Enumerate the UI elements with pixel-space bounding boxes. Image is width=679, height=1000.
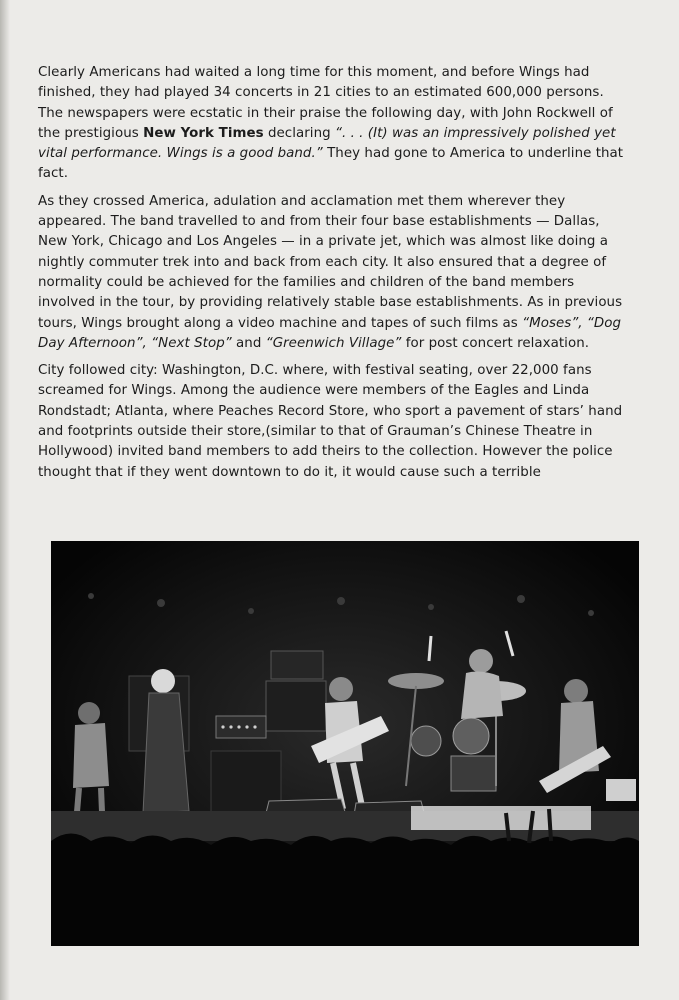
paragraph-2 (38, 192, 630, 354)
p2-seg-1: As they crossed America, adulation and acclamation met them wherever they appeared. The band travelled to and from their four base establishments — Dallas, New York, Chicago and Los Angeles — in a private jet, which was almost like doing a nightly commuter trek into and back from each city. It also ensured that a degree of normality could be achieved for the families and children of the band members involved in the tour, by providing relatively stable base establishments. As in previous tours, Wings brought along a video machine and tapes of such films as (38, 193, 623, 331)
film-titles: “Moses”, “Dog Day Afternoon”, “Next Stop” (38, 315, 622, 351)
concert-photo (51, 541, 639, 946)
p3-seg-1: City followed city: Washington, D.C. where, with festival seating, over 22,000 fans screamed for Wings. Among the audience were members of the Eagles and Linda Rondstadt; Atlanta, where Peaches Record Store, who sport a pavement of stars’ hand and footprints outside their store,(similar to that of Grauman’s Chinese Theatre in Hollywood) invited band members to add theirs to the collection. However the police thought that if they went downtown to do it, it would cause such a terrible (38, 363, 623, 480)
p1-seg-1: Clearly Americans had waited a long time for this moment, and before Wings had finished, they had played 34 concerts in 21 cities to an estimated 600,000 persons. The newspapers were ecstatic in their praise the following day, with John Rockwell of the prestigious (38, 65, 613, 141)
p1-seg-5: They had gone to America to underline that fact. (38, 146, 624, 182)
paragraph-1 (38, 63, 630, 185)
page-edge-shadow (0, 0, 10, 1000)
review-quote: “. . . (It) was an impressively polished yet vital performance. Wings is a good band.” (38, 125, 616, 162)
film-title-greenwich: “Greenwich Village” (265, 335, 402, 351)
paragraph-3 (38, 361, 630, 483)
p2-seg-5: for post concert relaxation. (401, 335, 590, 351)
p2-seg-3: and (231, 335, 266, 351)
article-text (38, 63, 630, 490)
p1-seg-3: declaring (263, 125, 335, 141)
new-york-times-name: New York Times (143, 125, 264, 141)
concert-photo-icon (51, 541, 639, 946)
